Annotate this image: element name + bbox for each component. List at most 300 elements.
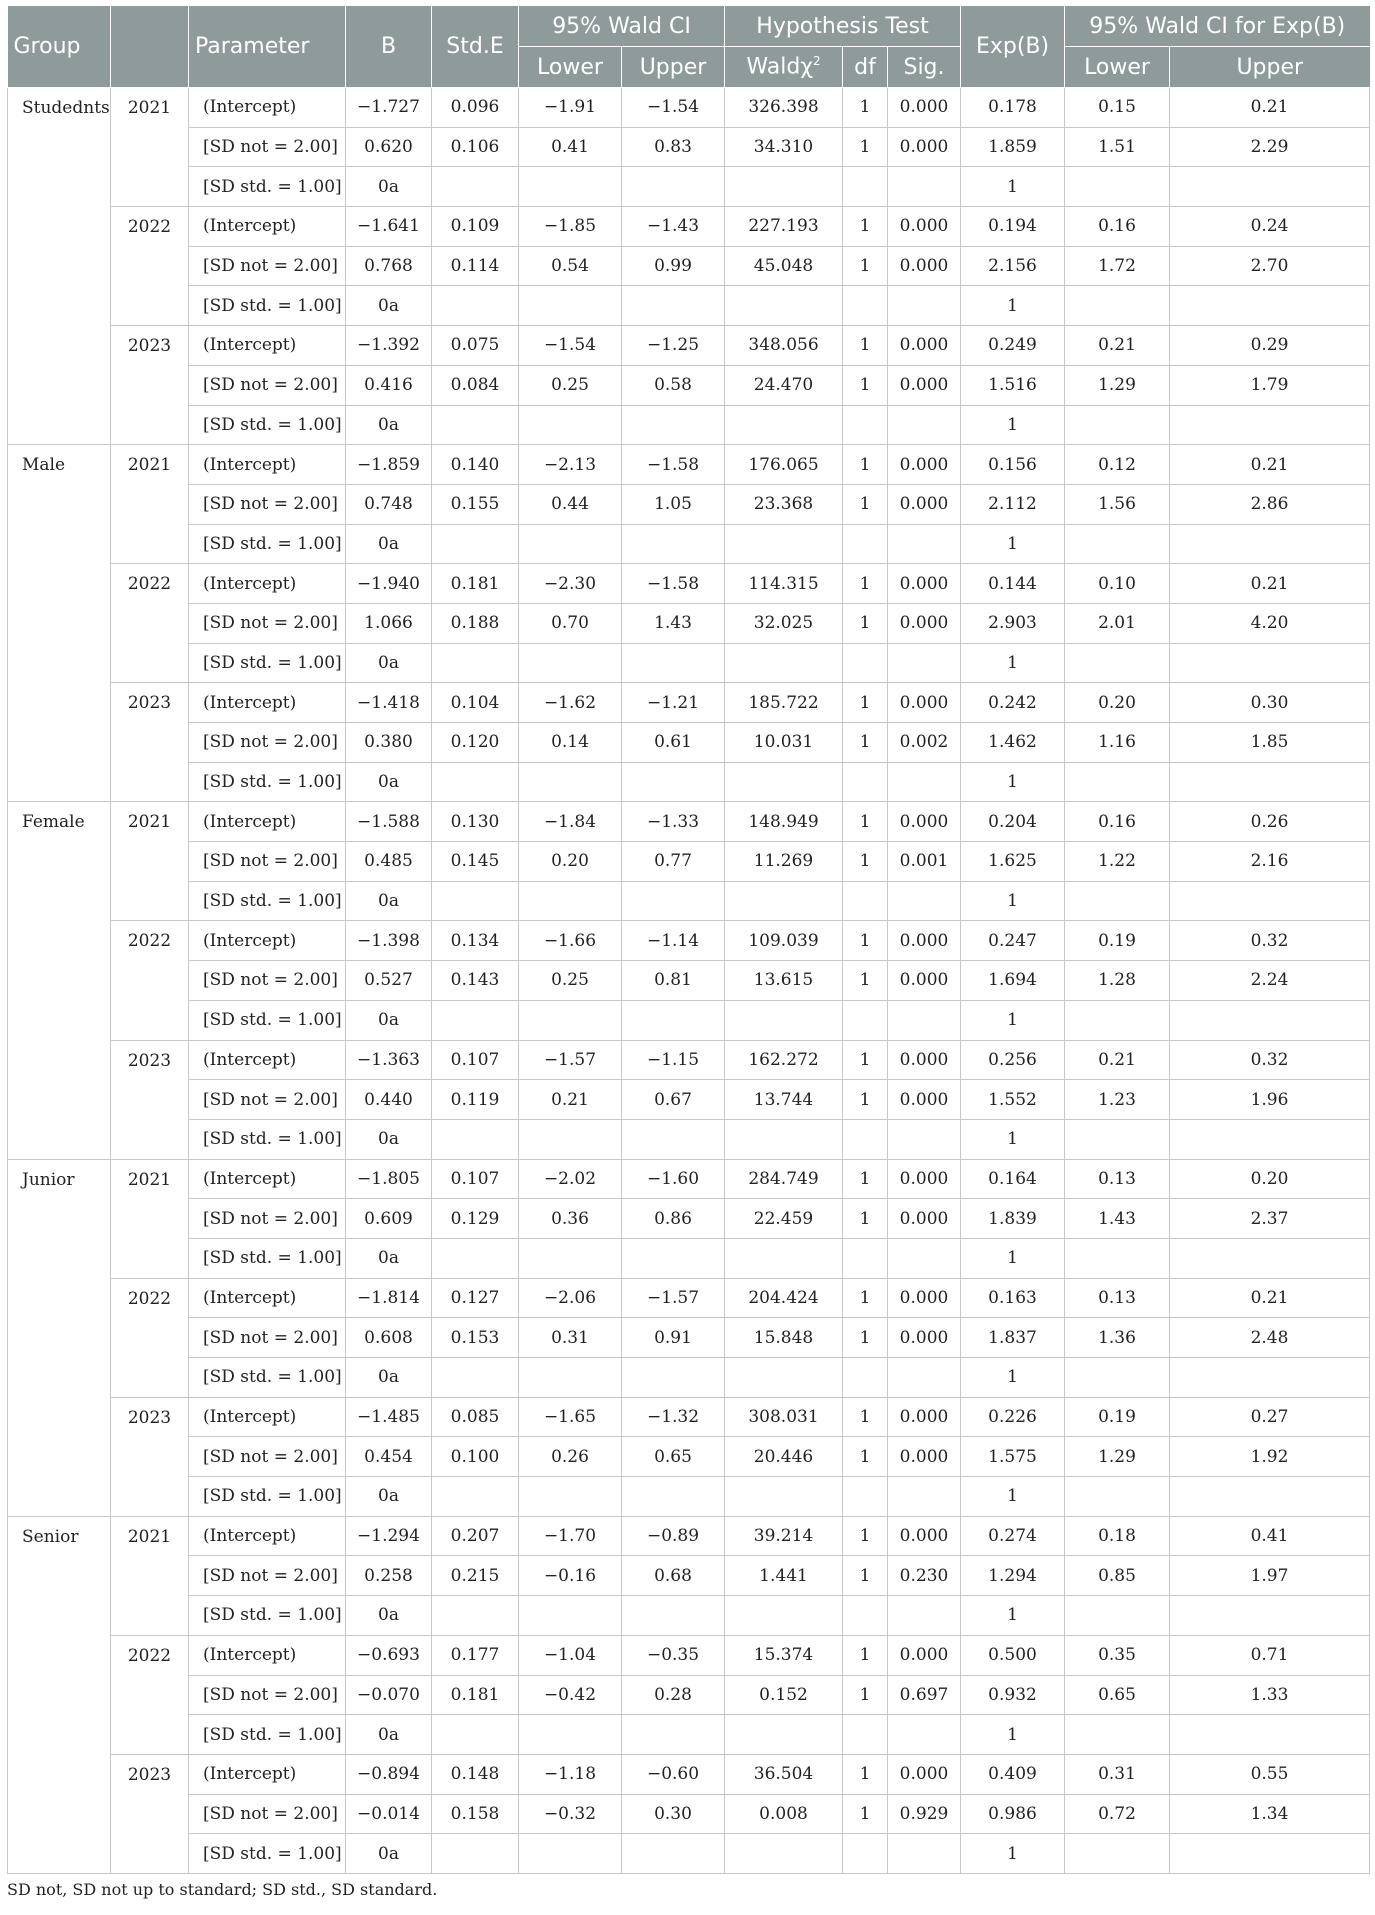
value-cell: 1 <box>843 1635 888 1675</box>
value-cell: 1.96 <box>1170 1080 1370 1120</box>
value-cell: 0.30 <box>1170 683 1370 723</box>
value-cell: 1.97 <box>1170 1556 1370 1596</box>
value-cell: 308.031 <box>725 1397 843 1437</box>
value-cell <box>843 881 888 921</box>
value-cell: 0.215 <box>432 1556 519 1596</box>
value-cell: 109.039 <box>725 921 843 961</box>
value-cell: 1 <box>843 1516 888 1556</box>
value-cell: 0.000 <box>888 802 961 842</box>
value-cell: 1.22 <box>1065 842 1170 882</box>
parameter-cell: [SD std. = 1.00] <box>189 643 346 683</box>
value-cell: 0.075 <box>432 326 519 366</box>
value-cell <box>1065 881 1170 921</box>
value-cell <box>725 1834 843 1874</box>
value-cell <box>888 524 961 564</box>
value-cell <box>1065 762 1170 802</box>
table-row <box>8 1834 1370 1874</box>
header-b: B <box>346 6 432 88</box>
value-cell: 0.000 <box>888 326 961 366</box>
parameter-cell: [SD not = 2.00] <box>189 1675 346 1715</box>
parameter-cell: [SD std. = 1.00] <box>189 1477 346 1517</box>
value-cell <box>519 1358 622 1398</box>
value-cell: 10.031 <box>725 723 843 763</box>
year-label: 2023 <box>111 326 189 445</box>
value-cell <box>1065 1000 1170 1040</box>
value-cell: 1.28 <box>1065 961 1170 1001</box>
value-cell: 1 <box>961 1596 1065 1636</box>
parameter-cell: [SD not = 2.00] <box>189 127 346 167</box>
value-cell <box>888 1000 961 1040</box>
value-cell: 1.575 <box>961 1437 1065 1477</box>
value-cell <box>843 167 888 207</box>
value-cell <box>725 643 843 683</box>
value-cell: 1 <box>843 365 888 405</box>
value-cell: 0.77 <box>622 842 725 882</box>
value-cell: 326.398 <box>725 88 843 128</box>
value-cell <box>432 286 519 326</box>
table-row <box>8 88 1370 128</box>
value-cell: 0.000 <box>888 1397 961 1437</box>
value-cell: 0.001 <box>888 842 961 882</box>
parameter-cell: [SD std. = 1.00] <box>189 1358 346 1398</box>
value-cell: 1 <box>843 207 888 247</box>
value-cell: 0.21 <box>1170 445 1370 485</box>
parameter-cell: [SD std. = 1.00] <box>189 1596 346 1636</box>
value-cell <box>1065 167 1170 207</box>
value-cell: 0.107 <box>432 1159 519 1199</box>
value-cell <box>1065 1358 1170 1398</box>
table-row <box>8 1000 1370 1040</box>
value-cell: 0.500 <box>961 1635 1065 1675</box>
value-cell <box>888 643 961 683</box>
value-cell <box>1065 1596 1170 1636</box>
value-cell: 1.92 <box>1170 1437 1370 1477</box>
value-cell: 2.156 <box>961 246 1065 286</box>
value-cell: 0.27 <box>1170 1397 1370 1437</box>
table-row <box>8 127 1370 167</box>
value-cell: 284.749 <box>725 1159 843 1199</box>
value-cell: 1 <box>961 1238 1065 1278</box>
value-cell: −1.392 <box>346 326 432 366</box>
table-row <box>8 1754 1370 1794</box>
value-cell <box>843 1000 888 1040</box>
value-cell: −2.02 <box>519 1159 622 1199</box>
value-cell: 0.085 <box>432 1397 519 1437</box>
value-cell: 0.163 <box>961 1278 1065 1318</box>
header-lower-exp: Lower <box>1065 47 1170 88</box>
value-cell: 1 <box>843 445 888 485</box>
value-cell: 0.748 <box>346 484 432 524</box>
header-group: Group <box>8 6 111 88</box>
value-cell: 0a <box>346 167 432 207</box>
parameter-cell: (Intercept) <box>189 1040 346 1080</box>
value-cell <box>622 167 725 207</box>
value-cell: 0.16 <box>1065 802 1170 842</box>
value-cell: 0a <box>346 286 432 326</box>
value-cell: 32.025 <box>725 603 843 643</box>
value-cell <box>888 1358 961 1398</box>
value-cell <box>622 286 725 326</box>
header-upper-exp: Upper <box>1170 47 1370 88</box>
value-cell <box>843 1834 888 1874</box>
table-body <box>8 88 1370 1874</box>
value-cell: 0.19 <box>1065 1397 1170 1437</box>
value-cell <box>622 1596 725 1636</box>
value-cell: 0.454 <box>346 1437 432 1477</box>
value-cell <box>519 1238 622 1278</box>
header-std-e: Std.E <box>432 6 519 88</box>
value-cell: −1.588 <box>346 802 432 842</box>
value-cell <box>1170 286 1370 326</box>
value-cell: 0.106 <box>432 127 519 167</box>
value-cell: 2.86 <box>1170 484 1370 524</box>
value-cell: 1 <box>961 405 1065 445</box>
value-cell <box>843 1119 888 1159</box>
table-row <box>8 1040 1370 1080</box>
value-cell <box>432 1834 519 1874</box>
value-cell: 0.54 <box>519 246 622 286</box>
table-row <box>8 484 1370 524</box>
group-label: Female <box>8 802 111 1159</box>
value-cell <box>519 1834 622 1874</box>
parameter-cell: [SD std. = 1.00] <box>189 881 346 921</box>
value-cell <box>888 881 961 921</box>
value-cell: 0.65 <box>1065 1675 1170 1715</box>
year-label: 2023 <box>111 1040 189 1159</box>
value-cell: 0.000 <box>888 1437 961 1477</box>
value-cell: 0.697 <box>888 1675 961 1715</box>
value-cell: 0.000 <box>888 88 961 128</box>
value-cell: 1.29 <box>1065 365 1170 405</box>
table-row <box>8 842 1370 882</box>
parameter-cell: (Intercept) <box>189 802 346 842</box>
value-cell: 0.194 <box>961 207 1065 247</box>
value-cell: 0.20 <box>519 842 622 882</box>
year-label: 2021 <box>111 1516 189 1635</box>
year-label: 2021 <box>111 445 189 564</box>
value-cell <box>432 1477 519 1517</box>
value-cell: 0.99 <box>622 246 725 286</box>
value-cell: −1.85 <box>519 207 622 247</box>
parameter-cell: [SD not = 2.00] <box>189 1080 346 1120</box>
value-cell: 0.485 <box>346 842 432 882</box>
value-cell: 0.153 <box>432 1318 519 1358</box>
value-cell: 1.859 <box>961 127 1065 167</box>
value-cell: 0.71 <box>1170 1635 1370 1675</box>
value-cell: 1 <box>843 683 888 723</box>
value-cell: −1.418 <box>346 683 432 723</box>
year-label: 2022 <box>111 1278 189 1397</box>
value-cell: 0.21 <box>1170 564 1370 604</box>
value-cell <box>1170 1000 1370 1040</box>
value-cell: 0.41 <box>1170 1516 1370 1556</box>
value-cell: 1.16 <box>1065 723 1170 763</box>
table-row <box>8 207 1370 247</box>
parameter-cell: (Intercept) <box>189 326 346 366</box>
value-cell: 0.19 <box>1065 921 1170 961</box>
value-cell: 0.13 <box>1065 1278 1170 1318</box>
value-cell: 1 <box>961 1119 1065 1159</box>
value-cell <box>888 1477 961 1517</box>
value-cell <box>519 1715 622 1755</box>
value-cell: 0.65 <box>622 1437 725 1477</box>
table-row <box>8 1596 1370 1636</box>
value-cell <box>888 1596 961 1636</box>
header-wald-ci: 95% Wald CI <box>519 6 725 47</box>
value-cell: 2.01 <box>1065 603 1170 643</box>
value-cell <box>622 643 725 683</box>
value-cell: 0a <box>346 881 432 921</box>
value-cell: −0.89 <box>622 1516 725 1556</box>
value-cell <box>725 1596 843 1636</box>
value-cell <box>432 167 519 207</box>
table-row <box>8 921 1370 961</box>
value-cell <box>432 1000 519 1040</box>
value-cell: 0.70 <box>519 603 622 643</box>
value-cell: 0.31 <box>1065 1754 1170 1794</box>
year-label: 2021 <box>111 1159 189 1278</box>
value-cell: 0.140 <box>432 445 519 485</box>
value-cell: −1.727 <box>346 88 432 128</box>
table-row <box>8 167 1370 207</box>
value-cell <box>1170 405 1370 445</box>
value-cell <box>432 1358 519 1398</box>
value-cell: 1.694 <box>961 961 1065 1001</box>
value-cell: 13.744 <box>725 1080 843 1120</box>
value-cell: 0.120 <box>432 723 519 763</box>
value-cell: −0.42 <box>519 1675 622 1715</box>
value-cell: 1.625 <box>961 842 1065 882</box>
table-row <box>8 286 1370 326</box>
parameter-cell: [SD not = 2.00] <box>189 1318 346 1358</box>
parameter-cell: [SD not = 2.00] <box>189 842 346 882</box>
table-row <box>8 1715 1370 1755</box>
value-cell <box>432 524 519 564</box>
value-cell: −2.06 <box>519 1278 622 1318</box>
value-cell: −1.940 <box>346 564 432 604</box>
value-cell <box>725 1238 843 1278</box>
value-cell: 0.000 <box>888 1516 961 1556</box>
parameter-cell: (Intercept) <box>189 921 346 961</box>
parameter-cell: [SD not = 2.00] <box>189 1199 346 1239</box>
value-cell: 114.315 <box>725 564 843 604</box>
value-cell: −0.014 <box>346 1794 432 1834</box>
value-cell: 0.158 <box>432 1794 519 1834</box>
parameter-cell: [SD std. = 1.00] <box>189 1715 346 1755</box>
value-cell: 0.119 <box>432 1080 519 1120</box>
table-row <box>8 564 1370 604</box>
value-cell: 185.722 <box>725 683 843 723</box>
value-cell: 1 <box>961 1715 1065 1755</box>
value-cell <box>888 405 961 445</box>
value-cell: 0.68 <box>622 1556 725 1596</box>
value-cell <box>519 167 622 207</box>
value-cell: 0.000 <box>888 1278 961 1318</box>
value-cell <box>725 524 843 564</box>
parameter-cell: (Intercept) <box>189 1397 346 1437</box>
value-cell: 0.16 <box>1065 207 1170 247</box>
value-cell: 15.374 <box>725 1635 843 1675</box>
value-cell <box>1170 167 1370 207</box>
value-cell <box>888 1834 961 1874</box>
value-cell: 0.000 <box>888 484 961 524</box>
value-cell: 0.164 <box>961 1159 1065 1199</box>
value-cell: 0.609 <box>346 1199 432 1239</box>
parameter-cell: [SD std. = 1.00] <box>189 524 346 564</box>
parameter-cell: [SD std. = 1.00] <box>189 286 346 326</box>
value-cell: −2.30 <box>519 564 622 604</box>
parameter-cell: [SD std. = 1.00] <box>189 1000 346 1040</box>
value-cell: 0.109 <box>432 207 519 247</box>
value-cell: 1 <box>843 1556 888 1596</box>
value-cell: −1.398 <box>346 921 432 961</box>
value-cell: 0.10 <box>1065 564 1170 604</box>
value-cell: 1.552 <box>961 1080 1065 1120</box>
value-cell: −0.070 <box>346 1675 432 1715</box>
value-cell <box>725 405 843 445</box>
value-cell <box>888 762 961 802</box>
table-row <box>8 1278 1370 1318</box>
table-header <box>8 6 1370 88</box>
value-cell: 0.409 <box>961 1754 1065 1794</box>
value-cell: 0a <box>346 405 432 445</box>
value-cell: −0.16 <box>519 1556 622 1596</box>
value-cell <box>519 524 622 564</box>
value-cell: 348.056 <box>725 326 843 366</box>
table-row <box>8 1199 1370 1239</box>
parameter-cell: [SD not = 2.00] <box>189 1794 346 1834</box>
value-cell <box>725 1715 843 1755</box>
value-cell <box>725 167 843 207</box>
value-cell <box>725 286 843 326</box>
value-cell: 0.152 <box>725 1675 843 1715</box>
value-cell: 0.181 <box>432 1675 519 1715</box>
value-cell <box>725 1477 843 1517</box>
value-cell: 1 <box>961 1000 1065 1040</box>
value-cell <box>519 643 622 683</box>
value-cell: 0a <box>346 1715 432 1755</box>
value-cell: 1 <box>961 524 1065 564</box>
parameter-cell: [SD not = 2.00] <box>189 1437 346 1477</box>
value-cell <box>725 881 843 921</box>
header-upper: Upper <box>622 47 725 88</box>
value-cell: 0.31 <box>519 1318 622 1358</box>
value-cell: −1.814 <box>346 1278 432 1318</box>
value-cell: 0.18 <box>1065 1516 1170 1556</box>
value-cell: −1.54 <box>622 88 725 128</box>
results-table <box>7 6 1370 1874</box>
value-cell: 0.000 <box>888 365 961 405</box>
value-cell: 11.269 <box>725 842 843 882</box>
value-cell: 0.130 <box>432 802 519 842</box>
value-cell: 0.83 <box>622 127 725 167</box>
value-cell: 2.903 <box>961 603 1065 643</box>
value-cell: −1.32 <box>622 1397 725 1437</box>
value-cell: 1 <box>843 961 888 1001</box>
value-cell: 1.441 <box>725 1556 843 1596</box>
value-cell: 1 <box>843 1318 888 1358</box>
header-exp-b: Exp(B) <box>961 6 1065 88</box>
value-cell: −0.693 <box>346 1635 432 1675</box>
value-cell: 0.81 <box>622 961 725 1001</box>
value-cell <box>622 1358 725 1398</box>
value-cell: 1.34 <box>1170 1794 1370 1834</box>
value-cell: 1 <box>961 643 1065 683</box>
value-cell: 1.462 <box>961 723 1065 763</box>
value-cell: 0.107 <box>432 1040 519 1080</box>
value-cell: 204.424 <box>725 1278 843 1318</box>
year-label: 2022 <box>111 564 189 683</box>
value-cell: 1 <box>843 1199 888 1239</box>
value-cell: 36.504 <box>725 1754 843 1794</box>
value-cell: −1.65 <box>519 1397 622 1437</box>
value-cell: −1.363 <box>346 1040 432 1080</box>
value-cell: 1 <box>843 88 888 128</box>
value-cell: 1 <box>843 1397 888 1437</box>
table-row <box>8 1437 1370 1477</box>
value-cell: 0.000 <box>888 961 961 1001</box>
value-cell <box>622 762 725 802</box>
value-cell: −1.14 <box>622 921 725 961</box>
value-cell <box>622 1834 725 1874</box>
value-cell <box>843 762 888 802</box>
value-cell: 162.272 <box>725 1040 843 1080</box>
value-cell: −2.13 <box>519 445 622 485</box>
results-table-container <box>7 6 1369 1899</box>
value-cell: 0.134 <box>432 921 519 961</box>
value-cell: 0.620 <box>346 127 432 167</box>
value-cell: 2.16 <box>1170 842 1370 882</box>
value-cell: 0.15 <box>1065 88 1170 128</box>
table-row <box>8 405 1370 445</box>
parameter-cell: (Intercept) <box>189 1635 346 1675</box>
value-cell <box>843 524 888 564</box>
value-cell: 2.48 <box>1170 1318 1370 1358</box>
value-cell: 20.446 <box>725 1437 843 1477</box>
parameter-cell: (Intercept) <box>189 1278 346 1318</box>
value-cell: 0.91 <box>622 1318 725 1358</box>
value-cell: 1 <box>961 1477 1065 1517</box>
value-cell: 0.986 <box>961 1794 1065 1834</box>
table-row <box>8 1516 1370 1556</box>
value-cell: 2.70 <box>1170 246 1370 286</box>
value-cell: 0.000 <box>888 1199 961 1239</box>
year-label: 2021 <box>111 802 189 921</box>
value-cell: 0.000 <box>888 564 961 604</box>
value-cell: 1 <box>843 1040 888 1080</box>
value-cell <box>519 1477 622 1517</box>
value-cell: 0.28 <box>622 1675 725 1715</box>
value-cell: −1.58 <box>622 564 725 604</box>
value-cell: 0.226 <box>961 1397 1065 1437</box>
parameter-cell: (Intercept) <box>189 683 346 723</box>
table-row <box>8 1159 1370 1199</box>
value-cell <box>1170 643 1370 683</box>
value-cell: 1.837 <box>961 1318 1065 1358</box>
value-cell: 1 <box>961 1834 1065 1874</box>
table-row <box>8 1397 1370 1437</box>
value-cell: 0.85 <box>1065 1556 1170 1596</box>
value-cell: 0.14 <box>519 723 622 763</box>
wald-chi-label: Waldχ <box>746 54 813 80</box>
parameter-cell: [SD std. = 1.00] <box>189 1119 346 1159</box>
table-row <box>8 365 1370 405</box>
value-cell <box>888 1238 961 1278</box>
value-cell: 0.000 <box>888 1040 961 1080</box>
value-cell <box>432 1238 519 1278</box>
year-label: 2022 <box>111 1635 189 1754</box>
parameter-cell: [SD not = 2.00] <box>189 603 346 643</box>
